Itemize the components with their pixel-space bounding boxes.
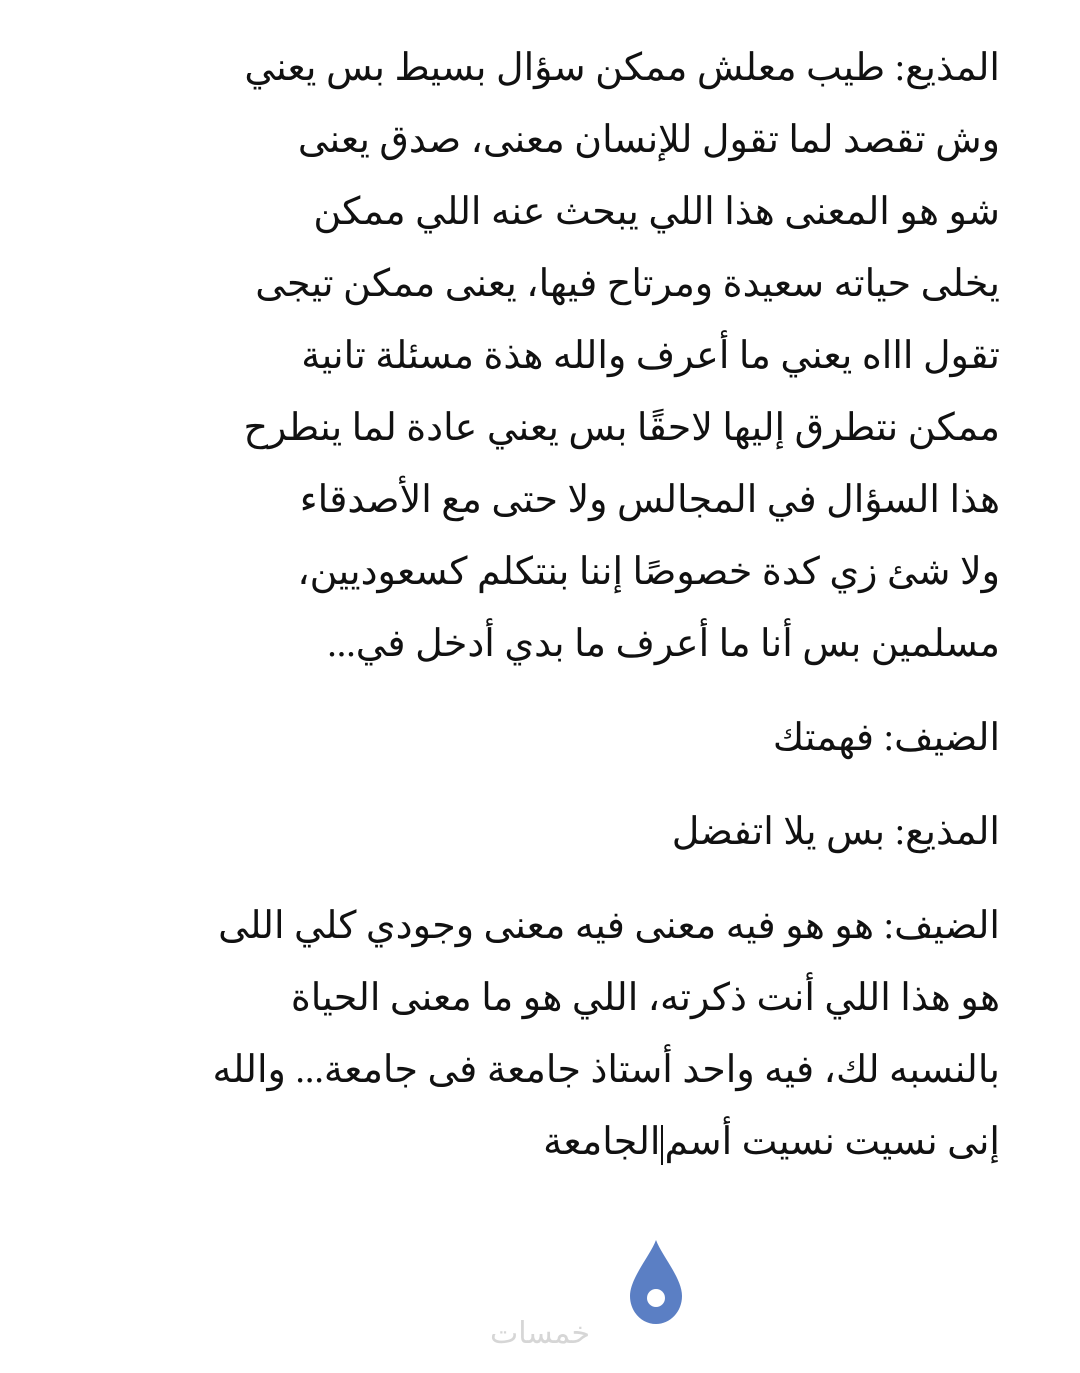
paragraph-host-1 <box>100 32 1000 680</box>
text-line: يخلى حياته سعيدة ومرتاح فيها، يعنى ممكن تيجى <box>255 263 1000 305</box>
text-line: ممكن نتطرق إليها لاحقًا بس يعني عادة لما ينطرح <box>243 407 1000 449</box>
text-line: وش تقصد لما تقول للإنسان معنى، صدق يعنى <box>297 119 1000 161</box>
paragraph-guest-1 <box>100 702 1000 774</box>
text-line: ولا شئ زي كدة خصوصًا إننا بنتكلم كسعوديين، <box>297 551 1000 593</box>
text-line: المذيع: طيب معلش ممكن سؤال بسيط بس يعني <box>244 47 1000 89</box>
text-cursor-handle-icon[interactable] <box>628 1238 684 1326</box>
text-line: بالنسبه لك، فيه واحد أستاذ جامعة فى جامعة... والله <box>212 1049 1000 1091</box>
text-line: تقول اااه يعني ما أعرف والله هذة مسئلة تانية <box>301 335 1000 377</box>
text-line-with-cursor <box>100 1106 1000 1178</box>
paragraph-guest-2 <box>100 890 1000 1178</box>
text-line: الضيف: هو هو فيه معنى فيه معنى وجودي كلي اللى <box>218 905 1000 947</box>
watermark-logo: خمسات <box>489 1316 591 1351</box>
text-line: هو هذا اللي أنت ذكرته، اللي هو ما معنى الحياة <box>290 977 1000 1019</box>
text-line: مسلمين بس أنا ما أعرف ما بدي أدخل في... <box>327 623 1000 665</box>
paragraph-host-2 <box>100 796 1000 868</box>
text-line: هذا السؤال في المجالس ولا حتى مع الأصدقاء <box>299 479 1000 521</box>
text-line: المذيع: بس يلا اتفضل <box>671 811 1000 853</box>
text-line: شو هو المعنى هذا اللي يبحث عنه اللي ممكن <box>313 191 1000 233</box>
document-body[interactable] <box>100 32 1000 1200</box>
cursor-handle-shape <box>628 1238 684 1326</box>
text-after-cursor: الجامعة <box>543 1121 661 1163</box>
text-before-cursor: إنى نسيت نسيت أسم <box>664 1121 1000 1163</box>
text-line: الضيف: فهمتك <box>772 717 1000 759</box>
